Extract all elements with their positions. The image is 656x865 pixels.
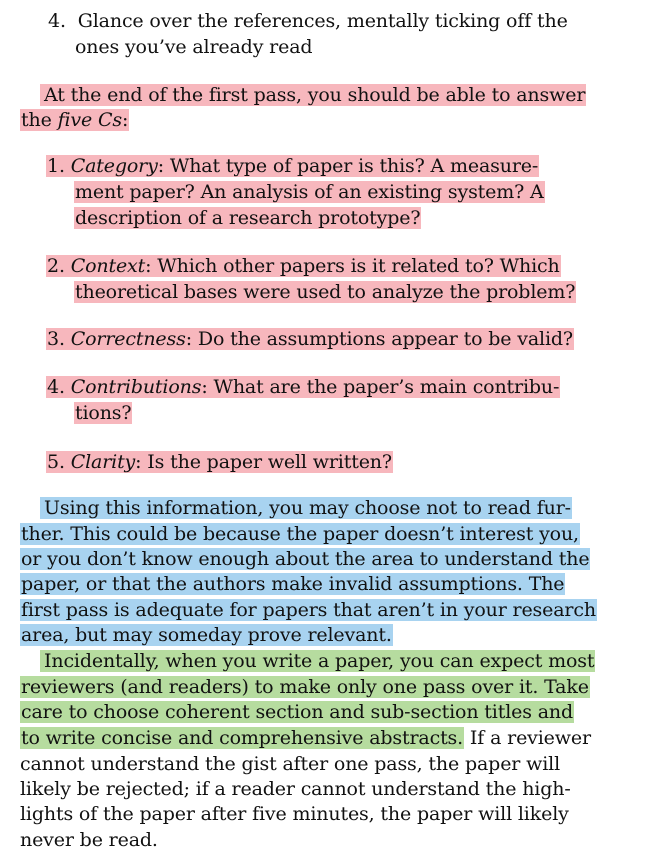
blue-para-line (40, 495, 572, 521)
highlight-blue: first pass is adequate for papers that aren’t in your research (21, 599, 596, 621)
plain-para-line: cannot understand the gist after one pass, the paper will (20, 753, 561, 775)
highlight-pink: tions? (75, 402, 132, 424)
intro-text: : (121, 109, 129, 131)
blue-para-line (20, 521, 580, 547)
highlight-blue: area, but may someday prove relevant. (21, 624, 392, 646)
highlight-pink (46, 451, 393, 473)
green-para-line (40, 648, 595, 674)
c-item-category (46, 153, 539, 179)
plain-para-line: lights of the paper after five minutes, the paper will likely (20, 803, 569, 825)
intro-text: the (21, 109, 58, 131)
highlight-pink: At the end of the first pass, you should be able to answer (40, 84, 586, 106)
list-number: 5. (47, 451, 65, 473)
c-term: Category (70, 155, 158, 177)
green-para-line (20, 699, 574, 725)
c-term: Correctness (70, 328, 186, 350)
c-term: Clarity (70, 451, 136, 473)
five-cs-term: five Cs (57, 109, 122, 131)
plain-para-line: never be read. (20, 829, 158, 851)
highlight-blue: paper, or that the authors make invalid assumptions. The (21, 573, 565, 595)
list-number: 4. (48, 10, 66, 32)
plain-para-line: likely be rejected; if a reader cannot understand the high- (20, 778, 571, 800)
green-para-line (20, 674, 590, 700)
highlight-green: Incidentally, when you write a paper, you can expect most (40, 650, 595, 672)
c-text: : Which other papers is it related to? Which (145, 255, 560, 277)
highlight-green: to write concise and comprehensive abstracts. (21, 727, 464, 749)
c-item-category-cont (74, 179, 545, 205)
plain-text: If a reviewer (464, 727, 591, 749)
c-item-context-cont (74, 279, 576, 305)
c-item-contributions-cont (74, 400, 132, 426)
highlight-pink (46, 255, 561, 277)
c-item-correctness (46, 326, 574, 352)
highlight-pink (46, 328, 574, 350)
highlight-pink: ment paper? An analysis of an existing system? A (75, 181, 544, 203)
c-term: Contributions (70, 376, 202, 398)
highlight-green: care to choose coherent section and sub-section titles and (21, 701, 573, 723)
highlight-pink: theoretical bases were used to analyze the problem? (75, 281, 576, 303)
highlight-blue: Using this information, you may choose not to read fur- (40, 497, 572, 519)
highlight-green: reviewers (and readers) to make only one pass over it. Take (21, 676, 589, 698)
highlight-pink (46, 376, 560, 398)
list-item-references (48, 8, 568, 34)
blue-para-line (20, 571, 565, 597)
list-number: 3. (47, 328, 65, 350)
c-term: Context (70, 255, 146, 277)
c-item-context (46, 253, 561, 279)
highlight-blue: or you don’t know enough about the area to understand the (21, 548, 590, 570)
list-number: 1. (47, 155, 65, 177)
c-text: : What type of paper is this? A measure- (157, 155, 539, 177)
blue-para-line (20, 597, 597, 623)
c-item-contributions (46, 374, 560, 400)
c-item-category-cont (74, 205, 421, 231)
c-text: : Do the assumptions appear to be valid? (185, 328, 573, 350)
c-text: : What are the paper’s main contribu- (201, 376, 560, 398)
highlight-pink: description of a research prototype? (75, 207, 421, 229)
green-para-line (20, 725, 591, 751)
list-item-references-cont: ones you’ve already read (75, 36, 313, 58)
highlight-pink (20, 109, 129, 131)
highlight-blue: ther. This could be because the paper doesn’t interest you, (21, 523, 579, 545)
list-number: 4. (47, 376, 65, 398)
list-number: 2. (47, 255, 65, 277)
highlight-pink (46, 155, 539, 177)
intro-line-2 (20, 107, 129, 133)
list-item-text: Glance over the references, mentally ticking off the (77, 10, 568, 32)
c-text: : Is the paper well written? (135, 451, 392, 473)
blue-para-line (20, 546, 590, 572)
blue-para-line (20, 622, 393, 648)
c-item-clarity (46, 449, 393, 475)
intro-line-1 (40, 82, 586, 108)
